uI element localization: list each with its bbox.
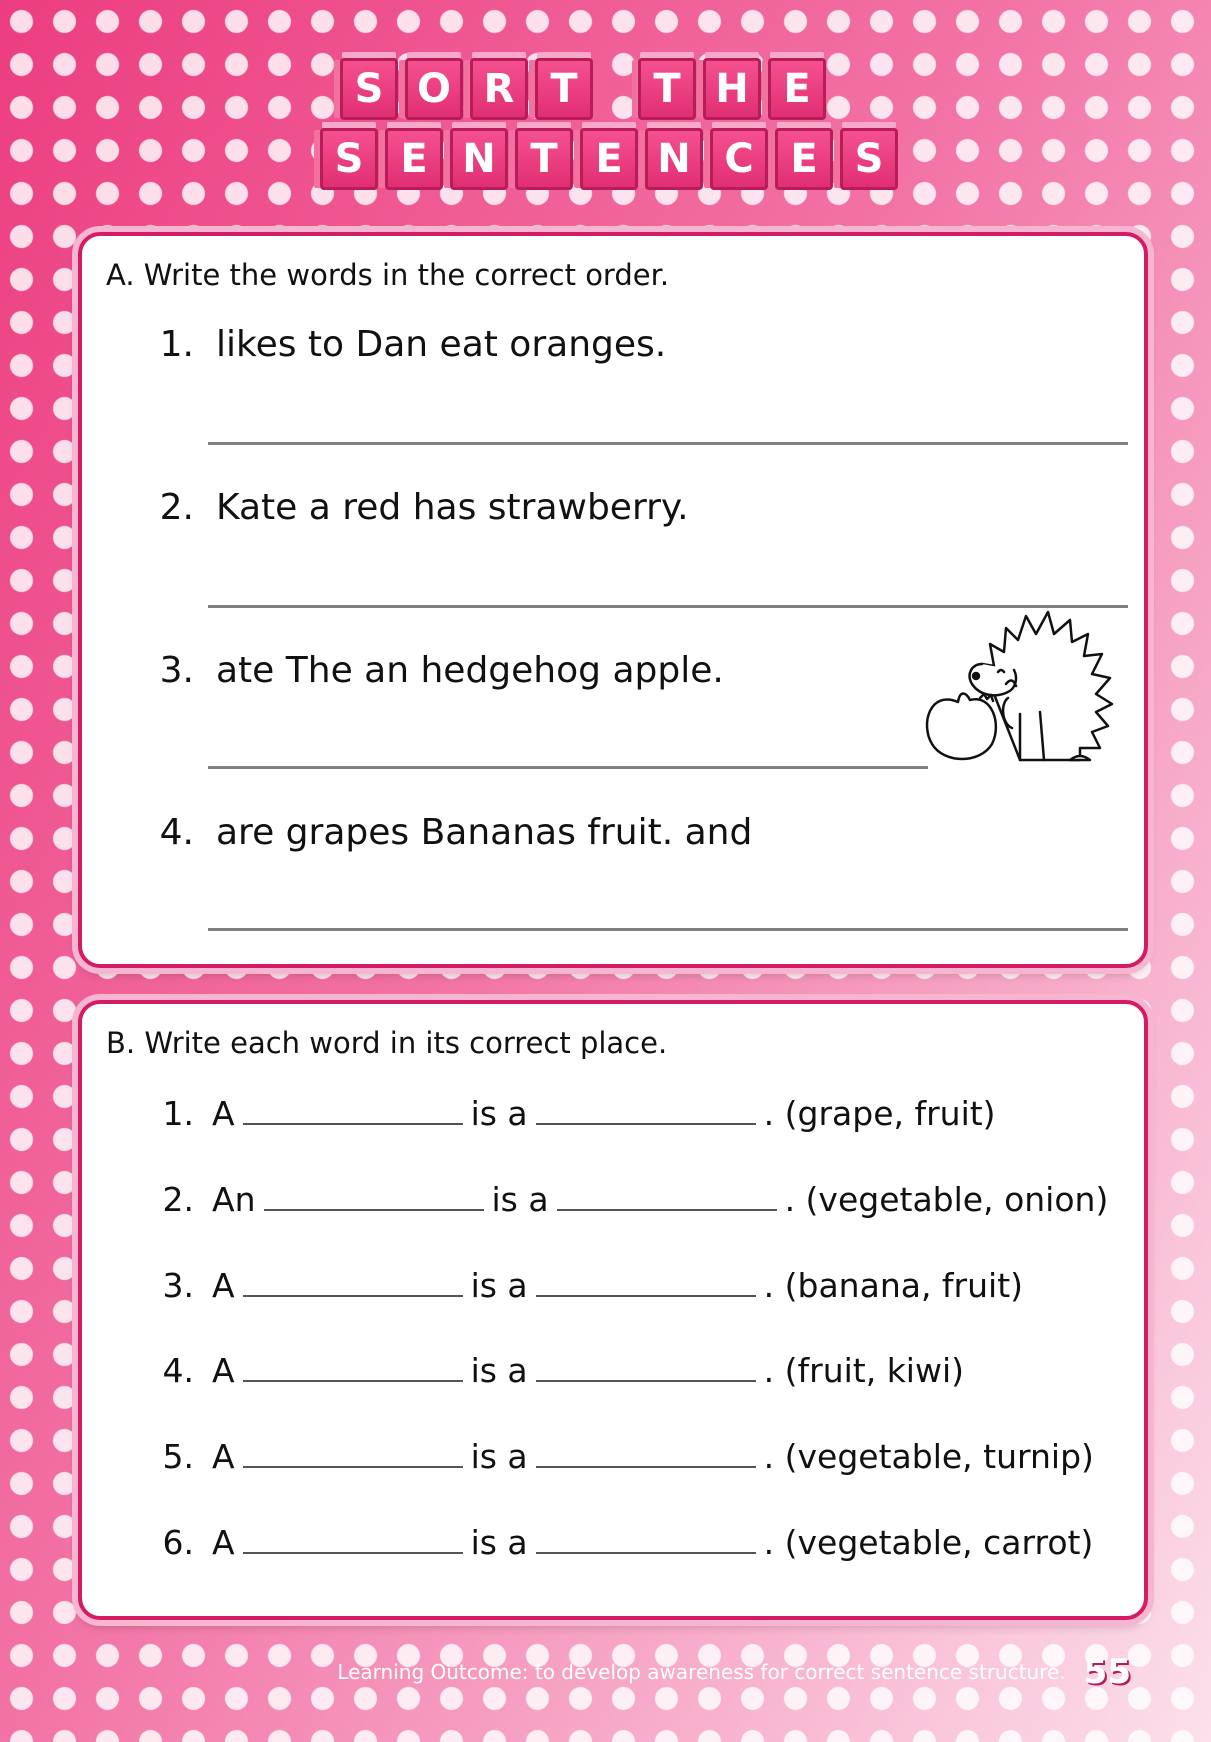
- question-article: An: [212, 1180, 256, 1219]
- section-b-panel: [78, 1000, 1148, 1620]
- question-hint: . (fruit, kiwi): [763, 1351, 965, 1390]
- question-a-2: [142, 487, 689, 528]
- title-block: C: [710, 128, 768, 190]
- question-text: are grapes Bananas fruit. and: [216, 812, 753, 853]
- question-a-1: [142, 324, 666, 365]
- question-text: likes to Dan eat oranges.: [216, 324, 667, 365]
- question-hint: . (vegetable, carrot): [763, 1523, 1094, 1562]
- question-hint: . (vegetable, onion): [784, 1180, 1109, 1219]
- question-number: 1.: [159, 324, 194, 365]
- title-block: T: [535, 58, 593, 120]
- section-a-panel: [78, 232, 1148, 968]
- title-block: O: [405, 58, 463, 120]
- question-text: ate The an hedgehog apple.: [216, 650, 724, 691]
- question-middle: is a: [470, 1266, 528, 1305]
- question-b-1: [142, 1094, 996, 1133]
- question-article: A: [212, 1351, 235, 1390]
- answer-blank[interactable]: [536, 1526, 756, 1554]
- answer-blank[interactable]: [536, 1097, 756, 1125]
- section-a-instruction: A. Write the words in the correct order.: [106, 258, 670, 292]
- answer-line-a-4[interactable]: [208, 928, 1128, 931]
- question-a-3: [142, 650, 724, 691]
- question-number: 4.: [159, 812, 194, 853]
- answer-blank[interactable]: [243, 1354, 463, 1382]
- question-number: 2.: [162, 1180, 194, 1219]
- hedgehog-with-apple-icon: [920, 594, 1140, 774]
- question-middle: is a: [470, 1094, 528, 1133]
- title-block: E: [768, 58, 826, 120]
- question-number: 6.: [162, 1523, 194, 1562]
- answer-blank[interactable]: [536, 1354, 756, 1382]
- question-number: 5.: [162, 1437, 194, 1476]
- question-number: 1.: [162, 1094, 194, 1133]
- question-hint: . (banana, fruit): [763, 1266, 1024, 1305]
- title-block: E: [580, 128, 638, 190]
- title-row-sort-the: [340, 58, 833, 120]
- question-b-4: [142, 1351, 964, 1390]
- title-block: E: [775, 128, 833, 190]
- answer-blank[interactable]: [557, 1183, 777, 1211]
- question-hint: . (grape, fruit): [763, 1094, 996, 1133]
- title-block: S: [840, 128, 898, 190]
- answer-blank[interactable]: [243, 1269, 463, 1297]
- question-article: A: [212, 1437, 235, 1476]
- answer-blank[interactable]: [243, 1440, 463, 1468]
- title-row-sentences: [320, 128, 905, 190]
- question-b-3: [142, 1266, 1023, 1305]
- question-a-4: [142, 812, 752, 853]
- page-number: 55: [1083, 1652, 1131, 1692]
- answer-blank[interactable]: [536, 1440, 756, 1468]
- answer-blank[interactable]: [264, 1183, 484, 1211]
- question-b-6: [142, 1523, 1093, 1562]
- question-article: A: [212, 1094, 235, 1133]
- title-block: N: [645, 128, 703, 190]
- title-block: S: [340, 58, 398, 120]
- question-text: Kate a red has strawberry.: [216, 487, 689, 528]
- question-article: A: [212, 1523, 235, 1562]
- question-number: 3.: [162, 1266, 194, 1305]
- question-middle: is a: [470, 1437, 528, 1476]
- page-title: [300, 58, 940, 208]
- title-block: N: [450, 128, 508, 190]
- question-number: 2.: [159, 487, 194, 528]
- question-b-2: [142, 1180, 1108, 1219]
- title-block: S: [320, 128, 378, 190]
- question-middle: is a: [470, 1523, 528, 1562]
- question-number: 4.: [162, 1351, 194, 1390]
- title-block: E: [385, 128, 443, 190]
- answer-blank[interactable]: [243, 1526, 463, 1554]
- question-middle: is a: [470, 1351, 528, 1390]
- question-middle: is a: [491, 1180, 549, 1219]
- title-block: T: [638, 58, 696, 120]
- answer-line-a-1[interactable]: [208, 442, 1128, 445]
- question-b-5: [142, 1437, 1094, 1476]
- page-footer: [337, 1652, 1131, 1692]
- section-b-instruction: B. Write each word in its correct place.: [106, 1026, 668, 1060]
- answer-line-a-3[interactable]: [208, 766, 928, 769]
- question-number: 3.: [159, 650, 194, 691]
- learning-outcome: Learning Outcome: to develop awareness for correct sentence structure.: [337, 1660, 1066, 1684]
- question-article: A: [212, 1266, 235, 1305]
- title-block: R: [470, 58, 528, 120]
- question-hint: . (vegetable, turnip): [763, 1437, 1094, 1476]
- answer-blank[interactable]: [536, 1269, 756, 1297]
- answer-blank[interactable]: [243, 1097, 463, 1125]
- title-block: T: [515, 128, 573, 190]
- title-block: H: [703, 58, 761, 120]
- title-gap: [600, 58, 638, 120]
